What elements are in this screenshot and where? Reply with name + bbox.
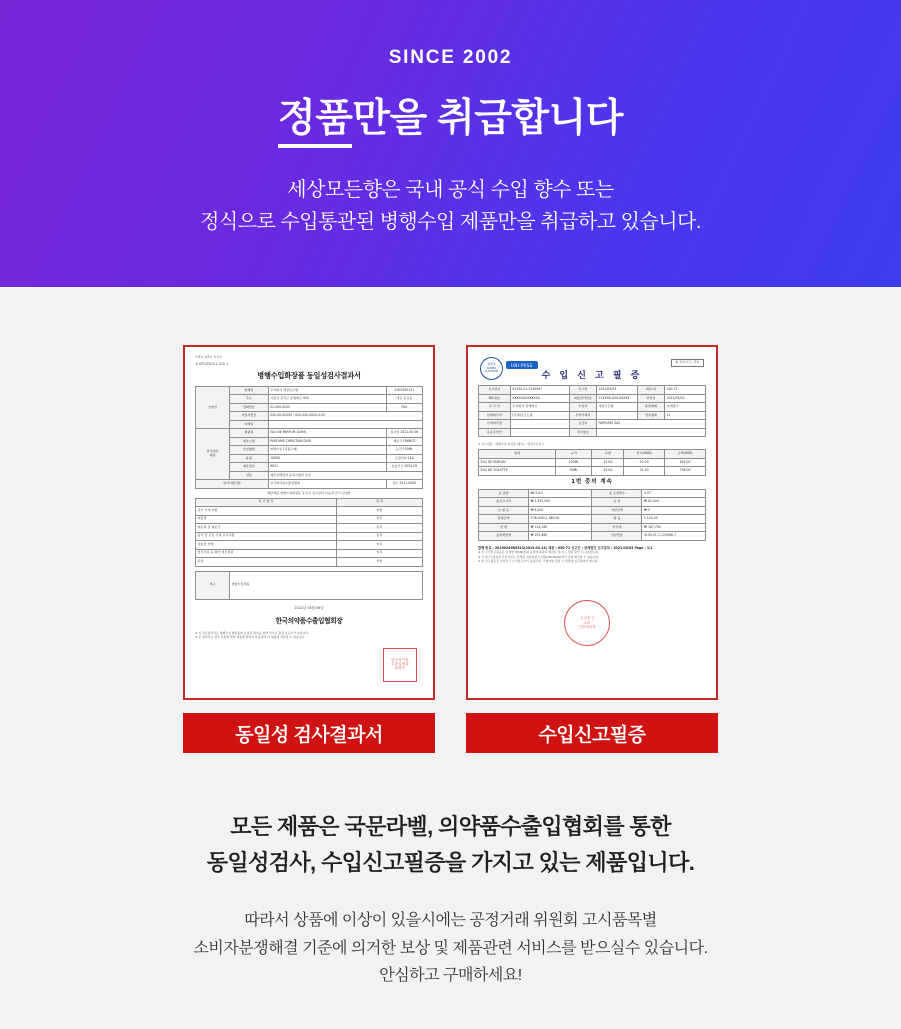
check-item: 제품명	[196, 515, 337, 524]
cell-cargo-value: 21XXXX-XXX-XXXXX	[597, 394, 638, 403]
table-row	[196, 420, 423, 429]
check-result: 적합	[336, 507, 422, 516]
total-label: 총세액합계	[479, 532, 529, 541]
item-name: EAU DE PARFUM	[479, 458, 556, 467]
certificate-caption-identity: 동일성 검사결과서	[183, 713, 435, 753]
check-item: 표시 기재 사항	[196, 507, 337, 516]
cell-pack-value: 포장단위 1EA	[386, 454, 422, 463]
cell-company-label: 업체명	[230, 386, 269, 395]
import-totals-table	[478, 489, 706, 541]
certificate-gallery	[0, 287, 901, 753]
doc-issue-date: 2021년 05월 06일	[294, 605, 324, 610]
table-row	[479, 403, 706, 412]
bottom-main-line-2: 동일성검사, 수입신고필증을 가지고 있는 제품입니다.	[206, 849, 695, 875]
hero-since-label: SINCE 2002	[388, 47, 513, 68]
import-mid-banner: 1번 중의 계속	[571, 478, 613, 485]
check-result: 일치	[336, 532, 422, 541]
import-info-table	[478, 385, 706, 437]
hero-title	[0, 97, 901, 148]
total-value: 1,124.50	[642, 515, 706, 524]
items-header-qty: 수량	[592, 450, 624, 459]
table-row	[479, 523, 706, 532]
cell-inspectplace-label: 검사장소	[569, 428, 596, 437]
cell-email-value	[268, 420, 422, 429]
cell-cargo-label: 화물관리번호	[569, 394, 596, 403]
cell-importer-label: 수입자	[569, 403, 596, 412]
cell-maker-value: PARFUMS CHRISTIAN DIOR	[268, 437, 386, 446]
cell-declno-label: 신고번호	[479, 386, 511, 395]
cell-importer-value: 세상모든향	[597, 403, 638, 412]
table-row	[196, 471, 423, 480]
hero-title-highlight: 정품	[278, 97, 352, 148]
table-row	[196, 524, 423, 533]
cell-agent-value	[510, 420, 569, 429]
bottom-copy	[0, 753, 901, 990]
cell-ceo-value: 대표 홍길동	[386, 395, 422, 404]
official-seal-stamp: 한국의약품 수출입협회 회장인	[383, 648, 417, 682]
check-result: 일치	[336, 549, 422, 558]
cell-fax-value: FAX	[386, 403, 422, 412]
doc-check-title: 해당제품 병행수입화장품 동일성 검사결과 다음과 같이 판정함	[267, 490, 351, 495]
certificate-caption-import: 수입신고필증	[466, 713, 718, 753]
table-row	[479, 489, 706, 498]
check-item: 판정	[196, 558, 337, 567]
total-label: 부가세	[592, 523, 642, 532]
total-label: 환 율	[592, 515, 642, 524]
unipass-badge: UNI-PASS	[506, 361, 538, 369]
total-label: 보 험 료	[479, 506, 529, 515]
cell-customs-label: 세관.과	[637, 386, 664, 395]
table-row	[196, 549, 423, 558]
check-result: 일치	[336, 541, 422, 550]
bottom-sub-line-3: 안심하고 구매하세요!	[379, 967, 522, 985]
total-value: ₩ 6,200	[528, 506, 592, 515]
cell-trader-value	[597, 411, 638, 420]
cell-arrival-value: 2021/05/02	[665, 394, 706, 403]
cell-email-label: 이메일	[230, 420, 269, 429]
hero-subtitle-line-2: 정식으로 수입통관된 병행수입 제품만을 취급하고 있습니다.	[200, 210, 701, 233]
cell-forwarder-value	[510, 428, 569, 437]
table-row	[196, 395, 423, 404]
hero-title-rest: 만을 취급합니다	[352, 97, 623, 140]
cell-collect-label: 징수형태	[637, 411, 664, 420]
table-row	[479, 458, 706, 467]
cell-receipt-no: 접수 2021-0000	[386, 480, 422, 489]
cell-agent-label: 무역대리점	[479, 420, 511, 429]
cell-ingredient-value: 제조판매업자 등록사항과 동일	[268, 471, 422, 480]
cell-declno-value: 41234-21-1234567	[510, 386, 569, 395]
import-footer-line-wrap	[478, 546, 706, 563]
bottom-main-line-1: 모든 제품은 국문라벨, 의약품수출입협회를 통한	[230, 814, 671, 839]
items-header-price: 단가(USD)	[624, 450, 665, 459]
check-result: 일치	[336, 524, 422, 533]
check-item: 용기 및 포장 기재 표시사항	[196, 532, 337, 541]
table-row	[479, 411, 706, 420]
table-row	[196, 532, 423, 541]
cell-biz-no: 2002050101	[386, 386, 422, 395]
check-header-item: 검 사 항 목	[196, 498, 337, 507]
doc-footnotes	[195, 631, 423, 639]
import-items-table	[478, 449, 706, 476]
total-value: 4 GT	[642, 489, 706, 498]
doc-check-table	[195, 498, 423, 567]
cell-bl-label: B/L번호	[479, 394, 511, 403]
cell-tel-label: 전화번호	[230, 403, 269, 412]
table-row	[196, 463, 423, 472]
cell-volume-label: 용량	[230, 454, 269, 463]
table-row	[196, 498, 423, 507]
cell-customs-value: 030-71	[665, 386, 706, 395]
certificate-image-identity[interactable]	[183, 345, 435, 700]
table-row	[479, 450, 706, 459]
cell-forwarder-label: 운송주선인	[479, 428, 511, 437]
cell-address-label: 주소	[230, 395, 269, 404]
cell-inspectplace-value	[597, 428, 706, 437]
doc-title-import: 수 입 신 고 필 증	[541, 371, 643, 381]
total-label: 결제금액	[479, 515, 529, 524]
cell-taxpayer-label: 납세의무자	[479, 411, 511, 420]
check-header-result: 결 과	[336, 498, 422, 507]
check-result: 일치	[336, 515, 422, 524]
total-label: 가산금액	[592, 506, 642, 515]
cell-taxpayer-value: (주)세상모든향	[510, 411, 569, 420]
doc-title-identity: 병행수입화장품 동일성검사결과서	[257, 370, 361, 380]
cell-tel-value: 02-000-0000	[268, 403, 386, 412]
cell-company-value: 주식회사 세상모든향	[268, 386, 386, 395]
item-spec: 50ML	[556, 467, 592, 476]
cell-ingredient-label: 성분	[230, 471, 269, 480]
doc-serial-number: 제 KP140025-1-018 호	[195, 361, 229, 366]
doc-form-code: <별지 제3호 서식>	[195, 355, 223, 359]
table-row	[196, 541, 423, 550]
bottom-copy-sub	[0, 907, 901, 990]
total-value: ₩ 82,000	[642, 498, 706, 507]
cell-regno-value: 000-00-00000 / 000-000-0000-0-00	[268, 412, 422, 421]
table-row	[196, 571, 423, 599]
total-label: 납부번호	[592, 532, 642, 541]
table-row	[196, 558, 423, 567]
import-sub-notes	[478, 442, 706, 446]
item-amount: 756.00	[665, 467, 706, 476]
doc-remark-table	[195, 571, 423, 600]
cell-lab-label: 검사시험기관	[196, 480, 269, 489]
total-value: ₩ 0	[642, 506, 706, 515]
table-row	[479, 386, 706, 395]
item-name: EAU DE TOILETTE	[479, 467, 556, 476]
check-item: 제조원 및 제조국	[196, 524, 337, 533]
cell-collect-value: 11	[665, 411, 706, 420]
total-label: 관 세	[479, 523, 529, 532]
table-row	[479, 498, 706, 507]
certificate-item-import	[466, 345, 718, 753]
import-footnote-1: ※ 본 수입신고필증은 관세법 제248조의 규정에 의하여 발급된 것으로, 세관 확인 후 유효합니다.	[478, 550, 600, 555]
hero-subtitle	[0, 174, 901, 238]
cell-product-label: 검사대상 제품	[196, 429, 230, 480]
bottom-copy-main	[0, 809, 901, 880]
items-header-spec: 규격	[556, 450, 592, 459]
table-row	[479, 506, 706, 515]
import-footnote-3: ※ 본 신고필증은 수입신고 수리일로부터 유효하며, 기재사항 정정 시 세관에 신고하여야 합니다.	[478, 558, 599, 563]
items-header-name: 품명	[479, 450, 556, 459]
table-row	[196, 412, 423, 421]
customs-approval-seal: 수입신고 수리 인천세관장	[564, 600, 610, 646]
table-row	[196, 437, 423, 446]
check-result: 적합	[336, 558, 422, 567]
cell-volume-value: 100ML	[268, 454, 386, 463]
remark-label: 비고	[196, 571, 230, 599]
import-footer-line: 발행 번호 : 20190249R5513(2019.03.14) 세관 : 030-71 신고인 : 관세법인 신고일자 : 2021/05/03 Page : 1/1	[478, 545, 653, 550]
total-label: 총신고가격	[479, 498, 529, 507]
customs-note-badge: ※ 처리기간 : 3일	[671, 359, 705, 367]
cell-inspect-date: 검사일 2021-05-06	[386, 429, 422, 438]
total-value: 86.5 KG	[528, 489, 592, 498]
cell-importtype-label: 수입형태	[230, 446, 269, 455]
bottom-sub-line-1: 따라서 상품에 이상이 있을시에는 공정거래 위원회 고시품목별	[244, 912, 657, 930]
remark-value: 병행수입제품	[230, 571, 423, 599]
table-row	[479, 394, 706, 403]
import-footnote-2: ※ 수입신고필증의 진위여부는 관세청 전자통관시스템(UNI-PASS)에서 조회 확인할 수 있습니다.	[478, 554, 600, 559]
item-qty: 24 EA	[592, 467, 624, 476]
cell-productname-label: 제품명	[230, 429, 269, 438]
table-row	[196, 454, 423, 463]
cell-trader-label: 무역거래처	[569, 411, 596, 420]
check-item: 내용물 상태	[196, 541, 337, 550]
total-label: 운 임	[592, 498, 642, 507]
total-value: ₩ 167,700	[642, 523, 706, 532]
customs-logo-icon: 관세청 KOREA CUSTOMS	[480, 357, 503, 380]
import-note-1: ※ 신고내용 : 병행수입 화장품 (향수) - 일반수입신고	[478, 442, 545, 447]
doc-issuer: 한국의약품수출입협회장	[275, 616, 343, 625]
hero-banner	[0, 0, 901, 287]
cell-arrival-label: 반입일	[637, 394, 664, 403]
cell-bl-value: XXXXXXXXXXXXX	[510, 394, 569, 403]
cell-maker-label: 제조사명	[230, 437, 269, 446]
cell-spec-value: 규격 100ML	[386, 446, 422, 455]
total-label: 총 중량	[479, 489, 529, 498]
item-qty: 12 EA	[592, 458, 624, 467]
doc-footnote-1: ※ 이 검사결과서는 병행수입 화장품의 동일성 확인을 위한 것으로 품질 보증서가 아닙니다.	[195, 631, 309, 636]
cell-importtype-value: 병행수입 (직접구매)	[268, 446, 386, 455]
doc-info-table	[195, 386, 423, 489]
table-row	[196, 480, 423, 489]
total-value: ₩ 124,160	[528, 523, 592, 532]
item-price: 31.50	[624, 467, 665, 476]
cell-productname-value: EAU DE PARFUM 100ML	[268, 429, 386, 438]
item-amount: 624.00	[665, 458, 706, 467]
items-header-amount: 금액(USD)	[665, 450, 706, 459]
doc-footnote-2: ※ 본 결과서는 검사 신청한 해당 제품에 한하여 유효하며 타 제품에 적용할 수 없습니다.	[195, 635, 306, 640]
check-item: 첨부서류 등 확인 대조결과	[196, 549, 337, 558]
total-value: 0130-21-1-123456-7	[642, 532, 706, 541]
table-row	[479, 467, 706, 476]
cell-expiry-value: 유효기간 2024-05	[386, 463, 422, 472]
table-row	[196, 507, 423, 516]
table-row	[196, 515, 423, 524]
total-value: ₩ 1,552,000	[528, 498, 592, 507]
total-value: ₩ 291,860	[528, 532, 592, 541]
table-row	[196, 446, 423, 455]
table-row	[479, 515, 706, 524]
certificate-item-identity	[183, 345, 435, 753]
cell-applicant-label: 신청인	[196, 386, 230, 429]
cell-declarant-label: 신 고 인	[479, 403, 511, 412]
table-row	[479, 428, 706, 437]
total-value: FOB-USD-1,380.00	[528, 515, 592, 524]
cell-declarant-value: 주식회사 관세법인	[510, 403, 569, 412]
table-row	[479, 420, 706, 429]
table-row	[479, 532, 706, 541]
cell-decldate-label: 신고일	[569, 386, 596, 395]
cell-lot-value: 9K01	[268, 463, 386, 472]
bottom-sub-line-2: 소비자분쟁해결 기준에 의거한 보상 및 제품관련 서비스를 받으실수 있습니다.	[193, 939, 708, 957]
item-spec: 100ML	[556, 458, 592, 467]
cell-decldate-value: 2021/05/03	[597, 386, 638, 395]
cell-lab-value: 한국의약품수출입협회	[268, 480, 386, 489]
cell-supplier-label: 공급자	[569, 420, 596, 429]
hero-subtitle-line-1: 세상모든향은 국내 공식 수입 향수 또는	[287, 178, 614, 201]
cell-address-value: 서울시 강서구 공항대로 000	[268, 395, 386, 404]
cell-country-value: 제조국 FRANCE	[386, 437, 422, 446]
table-row	[196, 429, 423, 438]
cell-plan-label: 통관계획	[637, 403, 664, 412]
cell-plan-value: 보세창고	[665, 403, 706, 412]
cell-supplier-value: PARFUMS SAS	[597, 420, 706, 429]
table-row	[196, 386, 423, 395]
cell-lot-label: 제조번호	[230, 463, 269, 472]
cell-regno-label: 사업자번호	[230, 412, 269, 421]
total-label: 총 포장갯수	[592, 489, 642, 498]
certificate-image-import[interactable]	[466, 345, 718, 700]
table-row	[196, 403, 423, 412]
item-price: 52.00	[624, 458, 665, 467]
